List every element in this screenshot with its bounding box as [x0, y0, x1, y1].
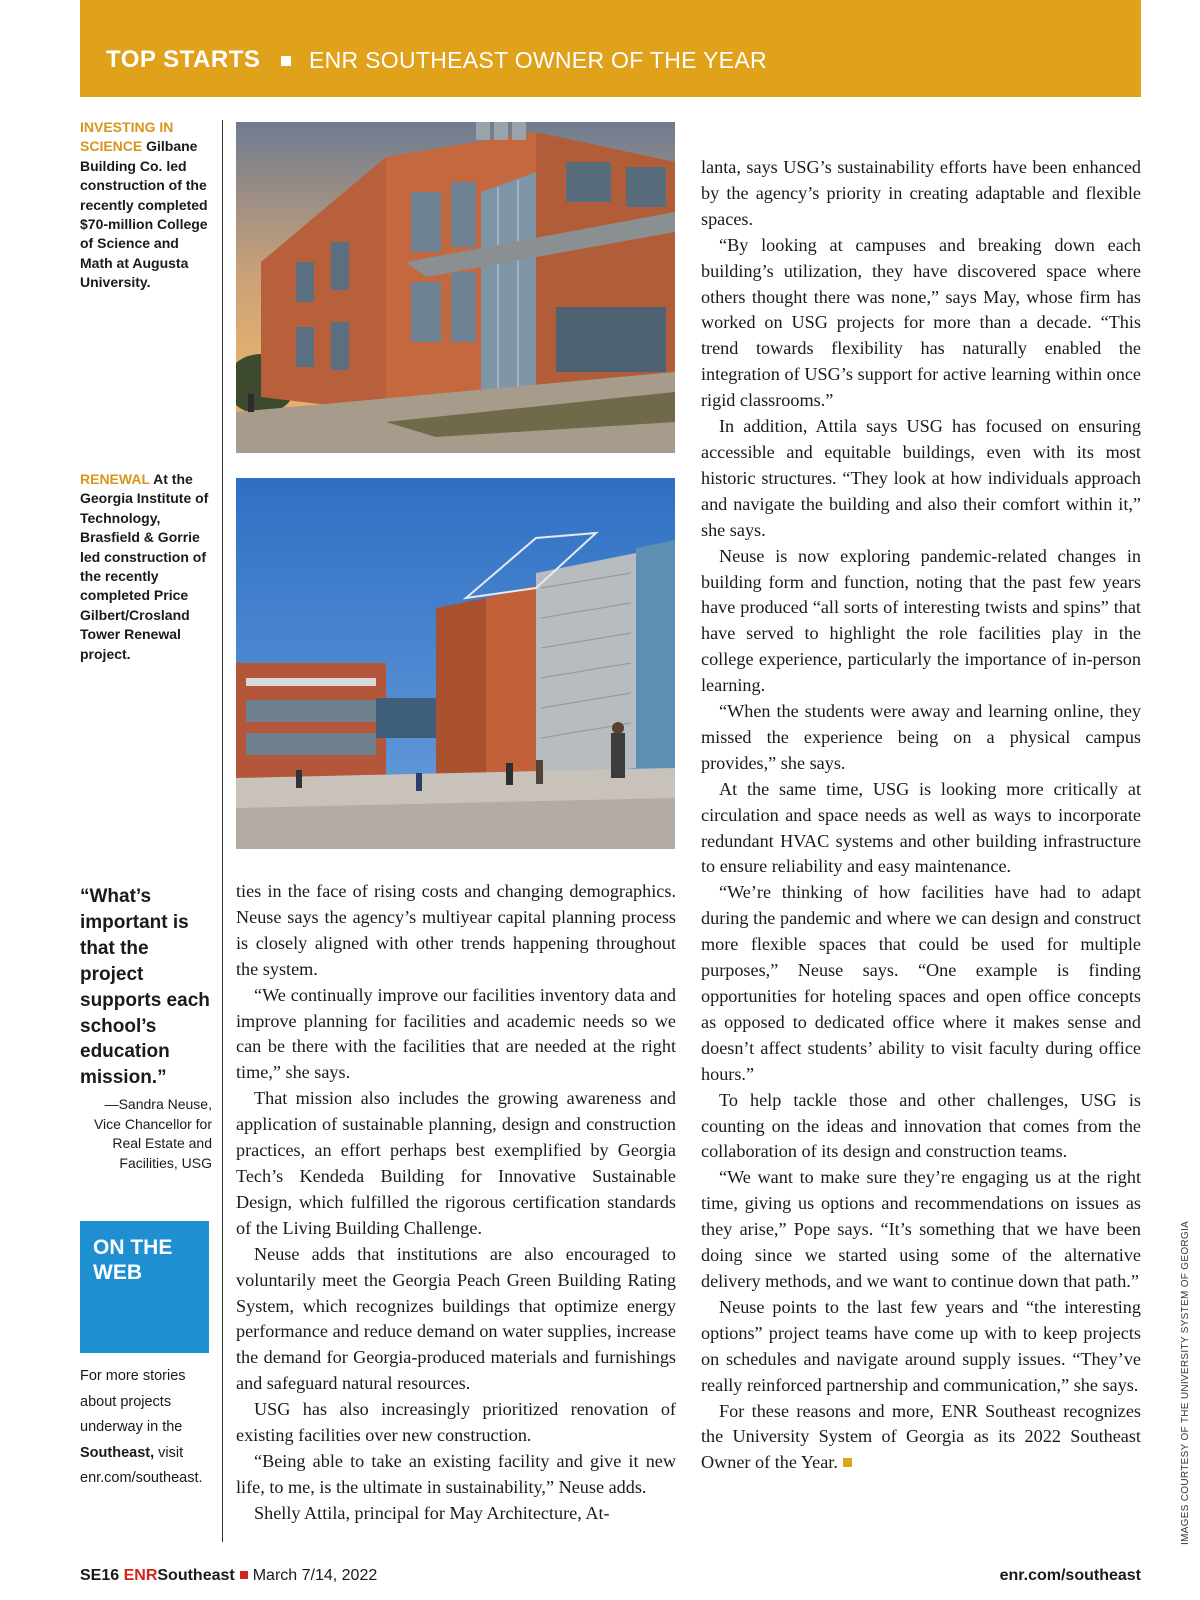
web-text-bold: Southeast,: [80, 1444, 155, 1461]
paragraph: To help tackle those and other challenges, USG is counting on the ideas and innovation that comes from the collaboration of its design and construction teams.: [701, 1089, 1141, 1162]
photo-credit: IMAGES COURTESY OF THE UNIVERSITY SYSTEM OF GEORGIA: [1180, 1220, 1191, 1545]
photo-caption-1: [80, 118, 210, 293]
brand-region: Southeast: [157, 1567, 235, 1584]
paragraph: “We continually improve our facilities inventory data and improve planning for facilities and academic needs so we can be there with the facilities that are needed at the right time,” she says.: [236, 984, 676, 1083]
web-link-text[interactable]: visit enr.com/southeast.: [80, 1444, 203, 1486]
on-the-web-title: ON THE WEB: [93, 1236, 173, 1284]
paragraph: Neuse adds that institutions are also encouraged to voluntarily meet the Georgia Peach Green Building Rating System, which recognizes buildings that optimize energy performance and reduce demand on water supplies, increase the demand for Georgia-produced materials and furnishings and safeguard natural resources.: [236, 1243, 676, 1394]
footer-separator-square: [240, 1571, 248, 1579]
paragraph: At the same time, USG is looking more critically at circulation and space needs as well as ways to incorporate redundant HVAC systems and other building infrastructure to ensure reliability and easy maintenance.: [701, 778, 1141, 877]
paragraph: “We want to make sure they’re engaging us at the right time, giving us options and recommendations on issues as they arise,” Pope says. “It’s something that we have been doing since we started using some of the alternative delivery methods, and we want to continue down that path.”: [701, 1167, 1141, 1291]
building-photo-1: [236, 122, 675, 453]
paragraph: Neuse points to the last few years and “the interesting options” project teams have come up with to keep projects on schedules and navigate around supply issues. “They’ve really reinforced partnership and communication,” she says.: [701, 1296, 1141, 1395]
section-label: TOP STARTS: [106, 46, 261, 73]
paragraph: Neuse is now exploring pandemic-related changes in building form and function, noting that the past few years have produced “all sorts of interesting twists and spins” that have served to highlight the role facilities play in the college experience, particularly the importance of in-person learning.: [701, 545, 1141, 696]
paragraph: That mission also includes the growing awareness and application of sustainable planning, design and construction practices, an effort perhaps best exemplified by Georgia Tech’s Kendeda Building for Innovative Sustainable Design, which fulfilled the rigorous certification standards of the Living Building Challenge.: [236, 1088, 676, 1238]
pull-quote-text: “What’s important is that the project supports each school’s education mission.”: [80, 886, 210, 1089]
paragraph: ties in the face of rising costs and changing demographics. Neuse says the agency’s multiyear capital planning process is closely aligned with other trends happening throughout the system.: [236, 881, 676, 979]
column-divider: [222, 120, 223, 1542]
issue-date: March 7/14, 2022: [252, 1567, 378, 1584]
end-mark-square: [843, 1458, 852, 1467]
college-of-science-and-math-photo: [236, 122, 675, 453]
section-header: [80, 0, 1141, 97]
paragraph: “Being able to take an existing facility and give it new life, to me, is the ultimate in sustainability,” Neuse adds.: [236, 1450, 676, 1497]
paragraph: “When the students were away and learning online, they missed the experience being on a physical campus provides,” she says.: [701, 701, 1141, 773]
page-number: SE16: [80, 1567, 120, 1584]
on-the-web-text: [80, 1364, 215, 1492]
caption-text: Gilbane Building Co. led construction of the recently completed $70-million College of Science and Math at Augusta University.: [80, 138, 208, 291]
on-the-web-box: [80, 1221, 209, 1353]
web-text-before: For more stories about projects underway in the: [80, 1368, 186, 1435]
pull-quote: [80, 884, 212, 1174]
photo-caption-2: [80, 470, 210, 664]
paragraph: “By looking at campuses and breaking down each building’s utilization, they have discovered space where others thought there was none,” says May, whose firm has worked on USG projects for more than a decade. “This trend towards flexibility has naturally enabled the integration of USG’s support for active learning within once rigid classrooms.”: [701, 234, 1141, 411]
caption-label: INVESTING IN SCIENCE: [80, 119, 174, 155]
caption-label: RENEWAL: [80, 471, 150, 487]
price-gilbert-crosland-tower-photo: [236, 478, 675, 849]
paragraph: lanta, says USG’s sustainability efforts have been enhanced by the agency’s priority in creating adaptable and flexible spaces.: [701, 157, 1141, 229]
final-paragraph-text: For these reasons and more, ENR Southeast recognizes the University System of Georgia as its 2022 Southeast Owner of the Year.: [701, 1400, 1141, 1473]
page-footer-left: [80, 1567, 377, 1585]
paragraph: Shelly Attila, principal for May Architecture, At-: [254, 1502, 610, 1523]
article-column-left: [236, 879, 676, 1527]
pull-quote-attribution: —Sandra Neuse, Vice Chancellor for Real Estate and Facilities, USG: [93, 1096, 212, 1172]
paragraph: “We’re thinking of how facilities have had to adapt during the pandemic and where we can design and construct more flexible spaces that could be used for multiple purposes,” Neuse says. “One example is finding opportunities for hoteling spaces and open office concepts as opposed to dedicated office where it makes sense and doesn’t affect students’ ability to visit faculty during office hours.”: [701, 882, 1141, 1084]
paragraph: In addition, Attila says USG has focused on ensuring accessible and equitable buildings, even with its most historic structures. “They look at how individuals approach and navigate the building and also their comfort within it,” she says.: [701, 416, 1141, 540]
building-photo-2: [236, 478, 675, 849]
article-column-right: [701, 155, 1141, 1476]
header-separator-square: [281, 56, 291, 66]
paragraph: USG has also increasingly prioritized renovation of existing facilities over new construction.: [236, 1399, 676, 1446]
caption-text: At the Georgia Institute of Technology, Brasfield & Gorrie led construction of the recently completed Price Gilbert/Crosland Tower Renewal project.: [80, 471, 209, 662]
final-paragraph: [701, 1399, 1141, 1477]
brand-enr: ENR: [123, 1567, 158, 1584]
section-title: ENR SOUTHEAST OWNER OF THE YEAR: [309, 47, 767, 73]
footer-url[interactable]: enr.com/southeast: [999, 1567, 1141, 1584]
